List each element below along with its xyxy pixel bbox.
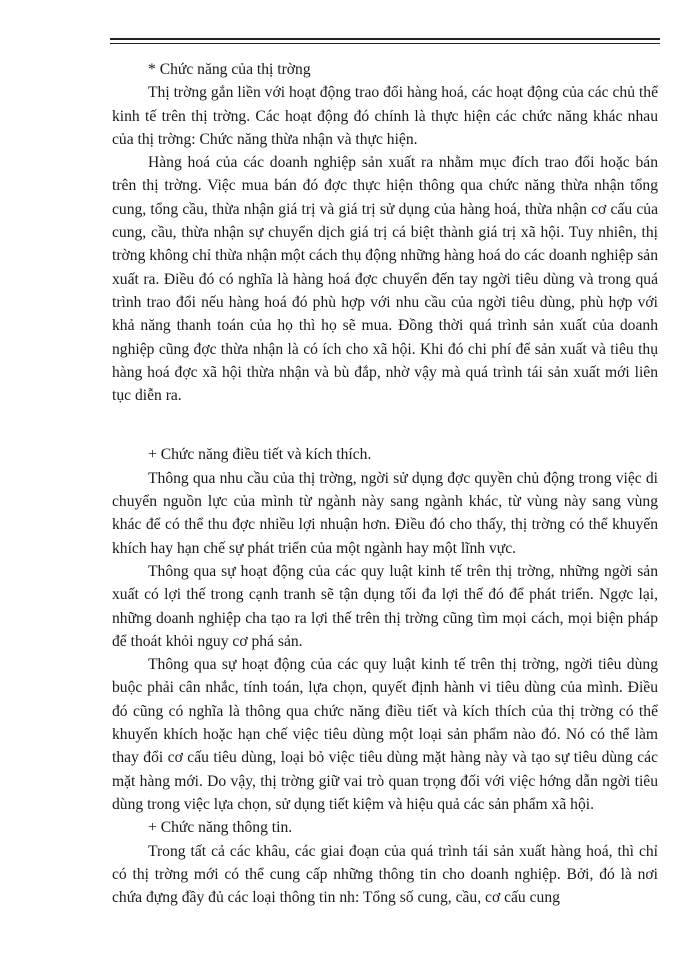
section-heading-market-functions: * Chức năng của thị trờng (148, 61, 311, 78)
paragraph: Thông qua nhu cầu của thị trờng, ngời sử dụng đợc quyền chủ động trong việc di chuyển nguồn lực của mình từ ngành này sang ngành khác, từ vùng này sang vùng khác để có thể thu đợc nhiều lợi nhuận hơn. Điều đó cho thấy, thị trờng có thể khuyến khích hay hạn chế sự phát triển của một ngành hay một lĩnh vực. (112, 469, 658, 557)
paragraph: Thị trờng gắn liền với hoạt động trao đổi hàng hoá, các hoạt động của các chủ thể kinh tế trên thị trờng. Các hoạt động đó chính là thực hiện các chức năng khác nhau của thị trờng: Chức năng thừa nhận và thực hiện. (112, 84, 658, 148)
section-heading-information: + Chức năng thông tin. (148, 819, 293, 837)
paragraph: Hàng hoá của các doanh nghiệp sản xuất ra nhằm mục đích trao đổi hoặc bán trên thị trờng. Việc mua bán đó đợc thực hiện thông qua chức năng thừa nhận tổng cung, tổng cầu, thừa nhận giá trị và giá trị sử dụng của hàng hoá, thừa nhận cơ cấu của cung, cầu, thừa nhận sự chuyển dịch giá trị cá biệt thành giá trị xã hội. Tuy nhiên, thị trờng không chỉ thừa nhận một cách thụ động những hàng hoá do các doanh nghiệp sản xuất ra. Điều đó có nghĩa là hàng hoá đợc chuyển đến tay ngời tiêu dùng và trong quá trình trao đổi nếu hàng hoá đó phù hợp với nhu cầu của ngời tiêu dùng, phù hợp với khả năng thanh toán của họ thì họ sẽ mua. Đồng thời quá trình sản xuất của doanh nghiệp cũng đợc thừa nhận là có ích cho xã hội. Khi đó chi phí để sản xuất và tiêu thụ hàng hoá đợc xã hội thừa nhận và bù đắp, nhờ vậy mà quá trình tái sản xuất mới liên tục diễn ra. (112, 154, 658, 405)
document-body (112, 58, 658, 909)
paragraph: Trong tất cả các khâu, các giai đoạn của quá trình tái sản xuất hàng hoá, thì chỉ có thị trờng mới có thể cung cấp những thông tin cho doanh nghiệp. Bởi, đó là nơi chứa đựng đầy đủ các loại thông tin nh: Tổng số cung, cầu, cơ cấu cung (112, 842, 658, 907)
header-rule (110, 38, 660, 44)
paragraph: Thông qua sự hoạt động của các quy luật kinh tế trên thị trờng, ngời tiêu dùng buộc phải cân nhắc, tính toán, lựa chọn, quyết định hành vi tiêu dùng của mình. Điều đó cũng có nghĩa là thông qua chức năng điều tiết và kích thích của thị trờng có thể khuyến khích hoặc hạn chế việc tiêu dùng một loại sản phẩm nào đó. Nó có thể làm thay đổi cơ cấu tiêu dùng, loại bỏ việc tiêu dùng mặt hàng này và tạo sự tiêu dùng các mặt hàng mới. Do vậy, thị trờng giữ vai trò quan trọng đối với việc hớng dẫn ngời tiêu dùng trong việc lựa chọn, sử dụng tiết kiệm và hiệu quả các sản phẩm xã hội. (112, 656, 658, 813)
paragraph: Thông qua sự hoạt động của các quy luật kinh tế trên thị trờng, những ngời sản xuất có lợi thế trong cạnh tranh sẽ tận dụng tối đa lợi thế đó để phát triển. Ngợc lại, những doanh nghiệp cha tạo ra lợi thế trên thị trờng cũng tìm mọi cách, mọi biện pháp để thoát khỏi nguy cơ phá sản. (112, 562, 658, 650)
section-heading-regulation: + Chức năng điều tiết và kích thích. (148, 446, 372, 464)
